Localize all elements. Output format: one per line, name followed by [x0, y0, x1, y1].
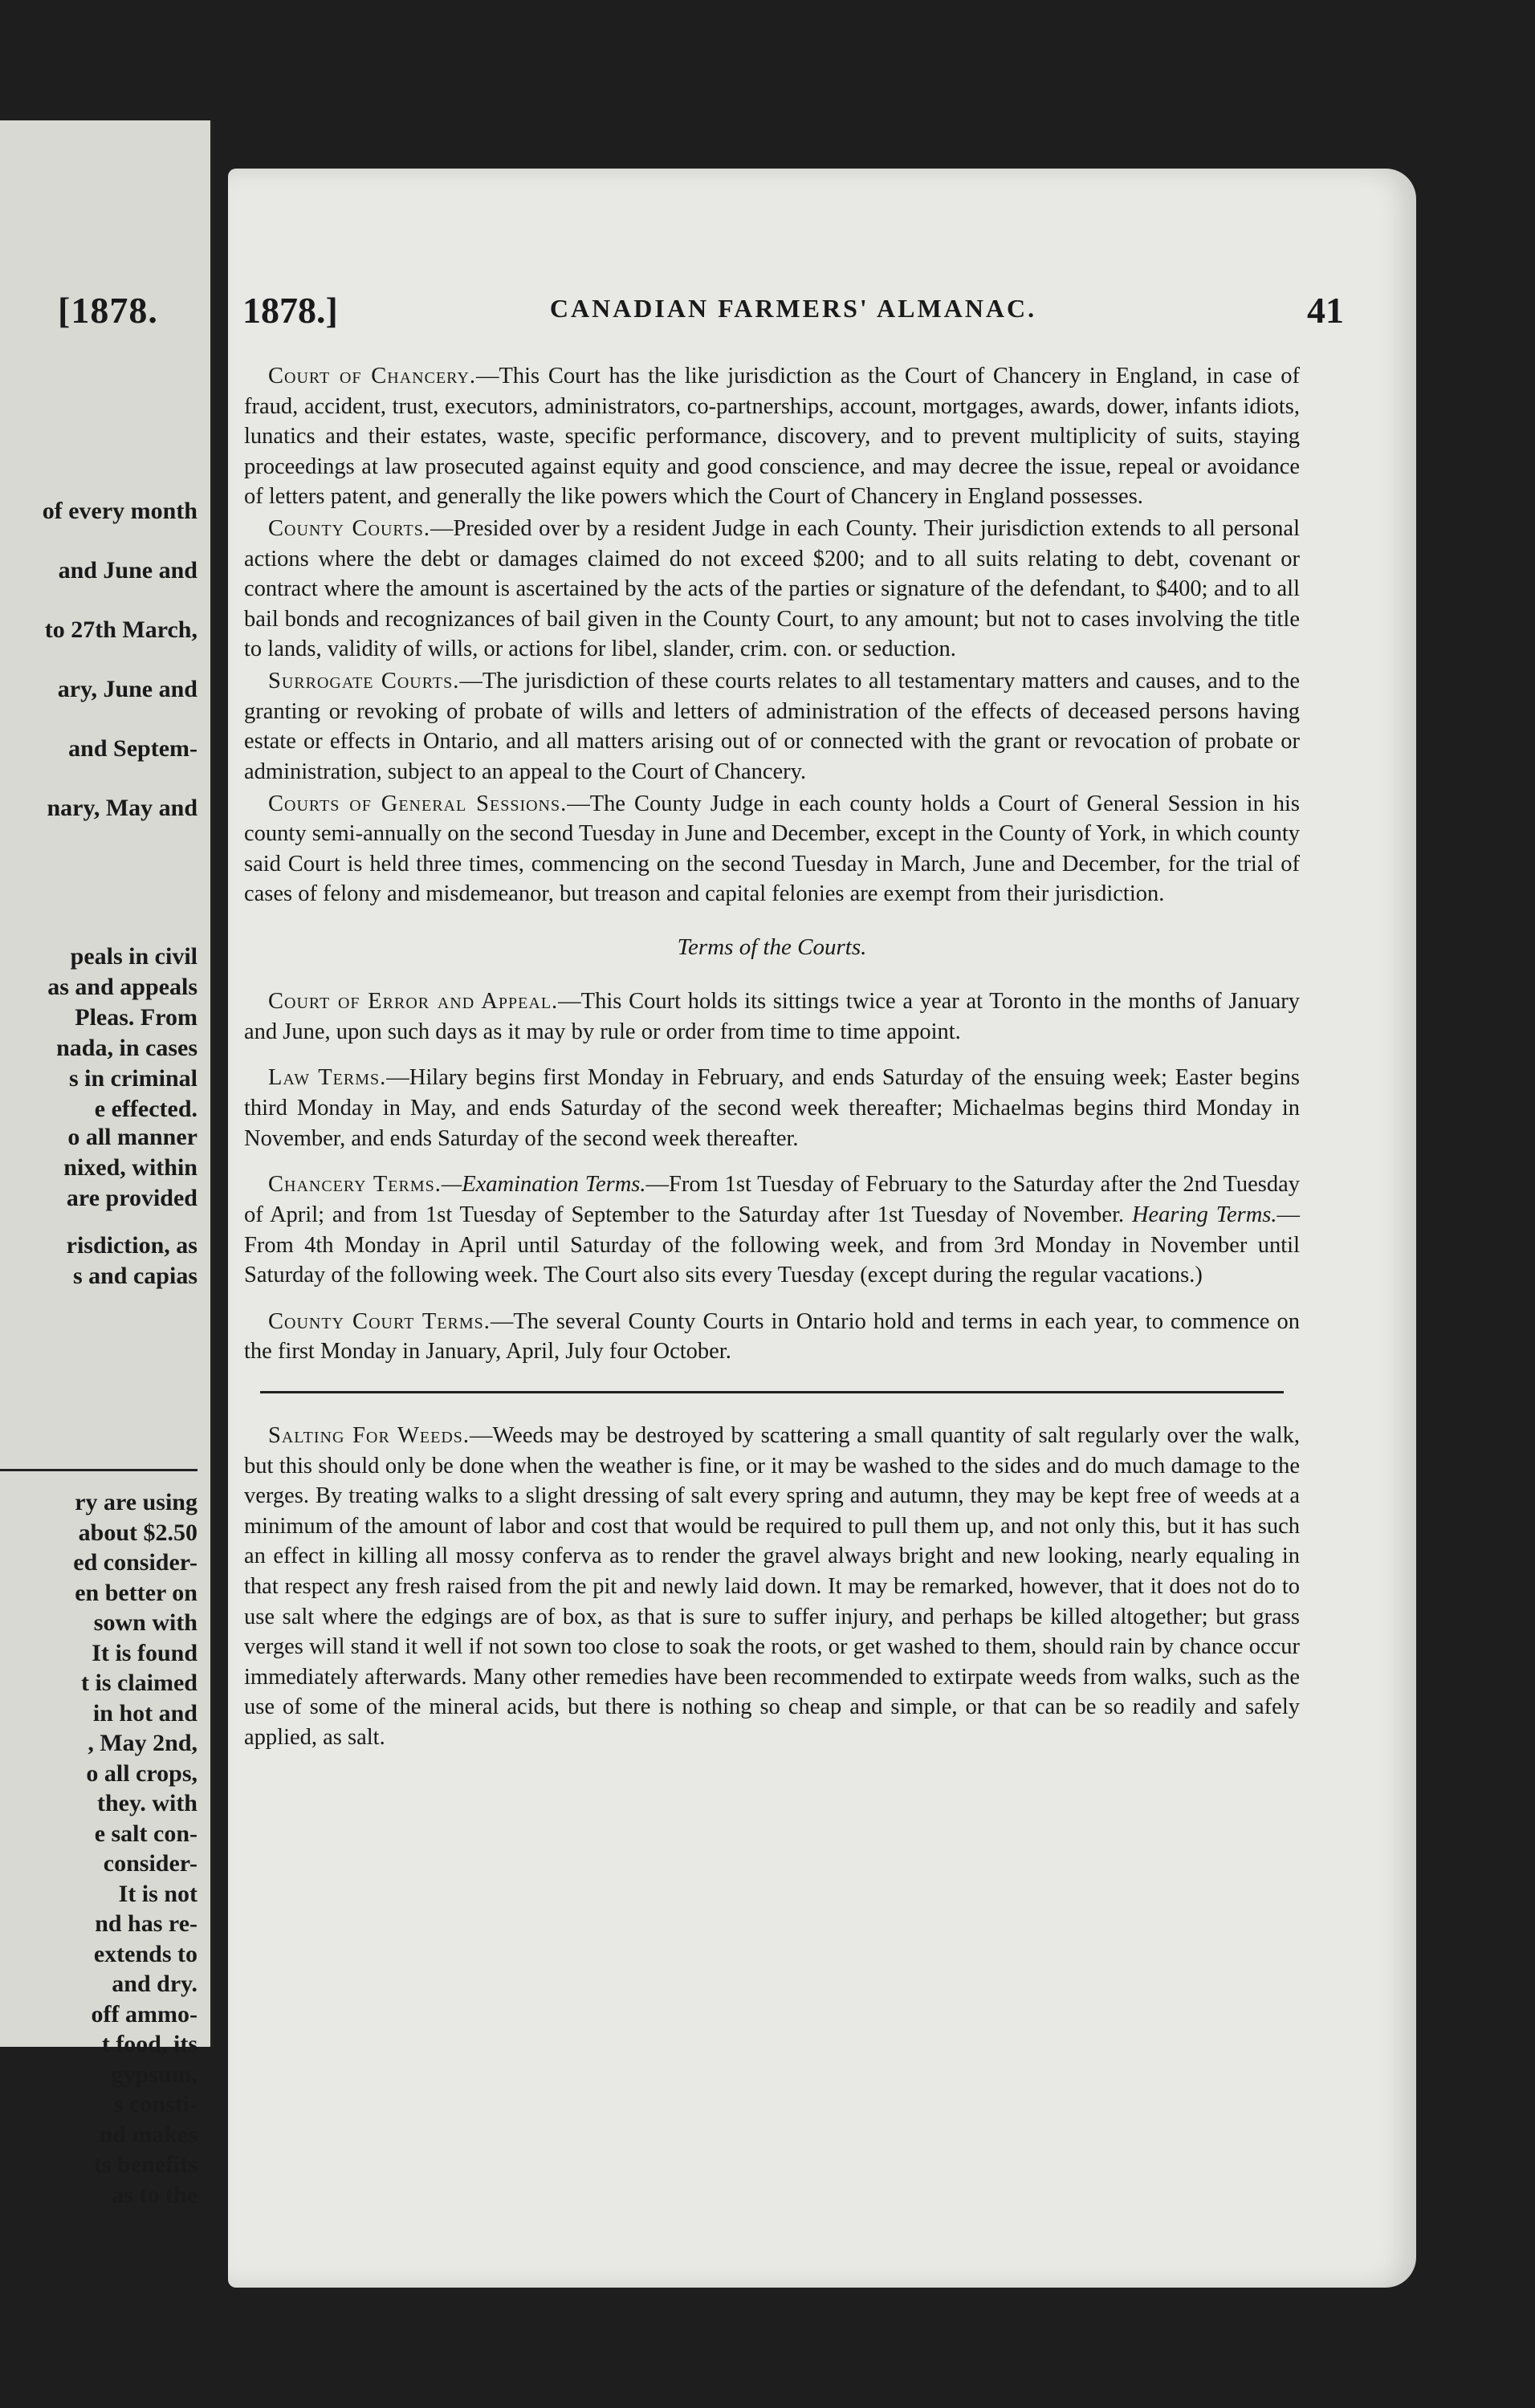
article-lead: Salting For Weeds.	[268, 1422, 470, 1448]
article-text: —Weeds may be destroyed by scattering a small quantity of salt regularly over the walk, but this should only be done when the weather is fine, or it may be washed to the sides and do much damage to the verges. By treating walks to a slight dressing of salt every spring and autumn, they may be kept free of weeds at a minimum of the amount of labor and cost that would be required to pull them up, and not only this, but it has such an effect in killing all mossy conferva as to render the gravel always bright and new looking, nearly equaling in that respect any fresh raised from the pit and newly laid down. It may be remarked, however, that it does not do to use salt where the edgings are of box, as that is sure to suffer injury, and perhaps be killed altogether; but grass verges will stand it well if not sown too close to soak the roots, or get washed to them, should rain by chance occur immediately afterwards. Many other remedies have been recommended to extirpate weeds from walks, such as the use of some of the mineral acids, but there is nothing so cheap and simple, or that can be so readily and safely applied, as salt.	[244, 1422, 1300, 1751]
term-lead: County Court Terms.	[268, 1308, 491, 1334]
section-lead: Surrogate Courts.	[268, 669, 460, 694]
left-page-line: about $2.50	[78, 1519, 197, 1546]
term-italic-hearing: Hearing Terms.	[1131, 1202, 1277, 1227]
left-page-line: It is found	[92, 1639, 197, 1666]
section-text: —Presided over by a resident Judge in each County. Their jurisdiction extends to all personal actions where the debt or damages claimed do not exceed $200; and to all suits relating to debt, covenant or contract where the amount is ascertained by the acts of the parties or signature of the defendant, to $400; and to all bail bonds and recognizances of bail given in the County Court, to any amount; but not to cases involving the title to lands, validity of wills, or actions for libel, slander, crim. con. or seduction.	[244, 516, 1300, 662]
section-surrogate-courts	[244, 666, 1300, 787]
left-page-line: and dry.	[112, 1971, 197, 1997]
left-page-line: nd has re-	[95, 1910, 197, 1937]
header-title: CANADIAN FARMERS' ALMANAC.	[549, 294, 1037, 323]
left-page-line: extends to	[93, 1940, 197, 1967]
left-page-line: o all crops,	[86, 1759, 197, 1787]
term-text: —The several County Courts in Ontario hold and terms in each year, to commence on the first Monday in January, April, July four October.	[244, 1308, 1300, 1365]
section-general-sessions	[244, 789, 1300, 909]
left-page-line: ts benefits	[93, 2151, 197, 2178]
left-page-fragment	[0, 120, 214, 2208]
left-page-line: and Septem-	[68, 735, 197, 762]
term-text: —From 4th Monday in April until Saturday of the following week, and from 3rd Monday in November until Saturday of the following week. The Court also sits every Tuesday (except during the regular vacations.)	[244, 1202, 1301, 1288]
term-law-terms	[244, 1063, 1300, 1153]
term-lead: Chancery Terms.	[268, 1172, 442, 1198]
left-page-line: risdiction, as	[66, 1232, 197, 1259]
section-county-courts	[244, 514, 1300, 665]
left-page-line: ry are using	[75, 1489, 197, 1515]
section-court-of-chancery	[244, 361, 1300, 512]
left-page-line: sown with	[93, 1609, 197, 1636]
left-page-line: s consti-	[113, 2091, 197, 2117]
left-page-line: o all manner	[67, 1124, 197, 1150]
term-italic-examination: —Examination Terms.	[441, 1172, 646, 1198]
left-page-line: and June and	[58, 557, 197, 584]
term-chancery-terms	[244, 1169, 1300, 1290]
section-text: —The County Judge in each county holds a Court of General Session in his county semi-annually on the second Tuesday in June and December, except in the County of York, in which county said Court is held three times, commencing on the second Tuesday in March, June and December, for the trial of cases of felony and misdemeanor, but treason and capital felonies are exempt from their jurisdiction.	[244, 791, 1300, 907]
section-lead: Courts of General Sessions.	[268, 791, 568, 816]
section-text: —This Court has the like jurisdiction as the Court of Chancery in England, in case of fraud, accident, trust, executors, administrators, co-partnerships, account, mortgages, awards, dower, infants idiots, lunatics and their estates, waste, specific performance, discovery, and to prevent multiplicity of suits, staying proceedings at law prosecuted against equity and good conscience, and may decree the issue, repeal or avoidance of letters patent, and generally the like powers which the Court of Chancery in England possesses.	[244, 364, 1300, 510]
left-page-line: as and appeals	[47, 974, 197, 1000]
left-page-line: ary, June and	[57, 676, 197, 702]
section-divider	[260, 1391, 1284, 1393]
salting-for-weeds	[244, 1421, 1300, 1753]
left-page-line: e salt con-	[94, 1820, 197, 1847]
left-page-line: consider-	[103, 1850, 197, 1877]
left-page-line: nixed, within	[63, 1154, 197, 1181]
left-page-line: as to the	[112, 2181, 197, 2208]
term-text: —From 1st Tuesday of February to the Saturday after the 2nd Tuesday of April; and from 1st Tuesday of September to the Saturday after 1st Tuesday of November.	[244, 1172, 1300, 1227]
left-page-line: s in criminal	[68, 1065, 197, 1092]
left-page-line: they. with	[96, 1790, 197, 1816]
term-lead: Court of Error and Appeal.	[268, 989, 559, 1015]
left-page-line: It is not	[118, 1880, 197, 1907]
left-page-year: [1878.	[58, 290, 158, 331]
left-page-line: s and capias	[72, 1263, 197, 1289]
page-body	[244, 361, 1300, 1755]
section-text: —The jurisdiction of these courts relates to all testamentary matters and causes, and to the granting or revoking of probate of wills and letters of administration of the effects of deceased persons having estate or effects in Ontario, and all matters arising out of or connected with the grant or revocation of probate or administration, subject to an appeal to the Court of Chancery.	[244, 669, 1300, 784]
left-page-line: nary, May and	[47, 795, 197, 821]
left-page-line: are provided	[66, 1185, 197, 1211]
page-number: 41	[1307, 290, 1344, 331]
left-page-line: off ammo-	[91, 2000, 197, 2028]
left-page-line: en better on	[75, 1579, 197, 1606]
left-page-line: Pleas. From	[75, 1004, 197, 1031]
term-text: —Hilary begins first Monday in February, and ends Saturday of the ensuing week; Easter begins third Monday in May, and ends Saturday of the second week thereafter; Michaelmas begins third Monday in November, and ends Saturday of the second week thereafter.	[244, 1065, 1300, 1151]
section-lead: County Courts.	[268, 516, 430, 542]
left-page-line: ed consider-	[73, 1549, 197, 1576]
left-page-line: nd makes	[99, 2121, 197, 2148]
header-year: 1878.]	[242, 290, 338, 331]
section-lead: Court of Chancery.	[268, 364, 476, 388]
running-header	[242, 289, 1344, 345]
left-page-line: of every month	[42, 498, 197, 524]
terms-heading: Terms of the Courts.	[677, 934, 867, 960]
almanac-page	[228, 169, 1416, 2288]
left-page-line: in hot and	[92, 1699, 197, 1727]
term-lead: Law Terms.	[268, 1065, 387, 1091]
left-page-line: t is claimed	[81, 1670, 197, 1696]
left-page-line: nada, in cases	[56, 1035, 197, 1061]
left-page-line: peals in civil	[70, 943, 197, 970]
left-page-line: t food, its	[101, 2031, 197, 2057]
left-page-line: to 27th March,	[44, 616, 197, 643]
term-county-court-terms	[244, 1307, 1300, 1367]
left-page-line: , May 2nd,	[88, 1730, 197, 1756]
left-page-line: e effected.	[94, 1096, 197, 1122]
term-error-and-appeal	[244, 986, 1300, 1047]
term-text: —This Court holds its sittings twice a year at Toronto in the months of January and June, upon such days as it may by rule or order from time to time appoint.	[244, 989, 1300, 1044]
left-page-divider	[0, 1469, 197, 1471]
left-page-line: gypsum,	[111, 2060, 197, 2088]
